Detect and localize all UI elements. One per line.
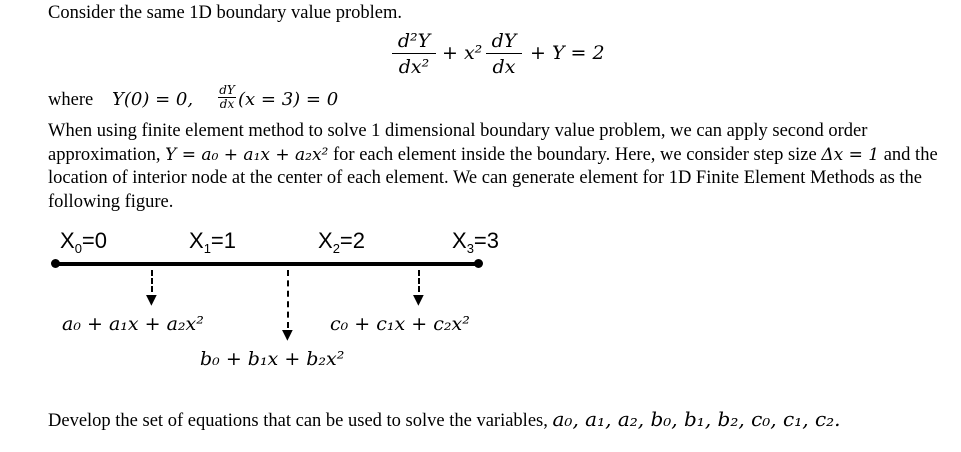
frac2-denominator: dx <box>492 56 516 78</box>
node-label-x2: $X_2=2$ <box>318 228 366 256</box>
plus-x-squared: + x² <box>442 42 483 64</box>
interior-arrow-b <box>287 270 289 328</box>
node-dot-3 <box>474 259 483 268</box>
frac1-numerator: d²Y <box>397 30 431 52</box>
task-variables: a₀, a₁, a₂, b₀, b₁, b₂, c₀, c₁, c₂. <box>552 407 841 431</box>
step-size-formula: Δx = 1 <box>821 144 880 165</box>
condition-y0: Y(0) = 0, <box>112 89 194 110</box>
paragraph-part-1: When using finite element method to solve 1 dimensional boundary value problem, we can apply second order approximation, <box>48 121 868 165</box>
arrow-down-icon: ▼ <box>282 327 293 343</box>
equation-rhs: + Y = 2 <box>530 42 605 64</box>
node-label-x0: $X_0=0$ <box>60 228 108 256</box>
first-derivative-fraction <box>486 30 522 78</box>
task-text <box>48 407 841 432</box>
polynomial-b: b₀ + b₁x + b₂x² <box>200 348 345 370</box>
task-sentence: Develop the set of equations that can be used to solve the variables, <box>48 411 553 431</box>
polynomial-c: c₀ + c₁x + c₂x² <box>330 313 470 335</box>
intro-text: Consider the same 1D boundary value problem. <box>48 3 402 23</box>
node-label-x3: $X_3=3$ <box>452 228 500 256</box>
deriv-numerator: dY <box>219 83 235 97</box>
condition-derivative: (x = 3) = 0 <box>238 89 339 110</box>
deriv-denominator: dx <box>219 97 235 111</box>
second-derivative-fraction <box>392 30 436 78</box>
derivative-fraction <box>218 84 236 111</box>
approximation-formula: Y = a₀ + a₁x + a₂x² <box>165 144 329 165</box>
node-dot-0 <box>51 259 60 268</box>
arrow-down-icon: ▼ <box>413 292 424 308</box>
description-paragraph <box>48 120 948 214</box>
boundary-conditions <box>48 84 388 120</box>
element-axis-line <box>54 262 478 266</box>
interior-arrow-c <box>418 270 420 292</box>
arrow-down-icon: ▼ <box>146 292 157 308</box>
paragraph-part-3: and the location of interior node at the center of each element. We can generate element for 1D Finite Element Methods as the following figure. <box>48 144 938 212</box>
ode-equation <box>392 30 632 86</box>
paragraph-part-2: for each element inside the boundary. Here, we consider step size <box>328 144 822 165</box>
frac1-denominator: dx² <box>398 56 430 78</box>
interior-arrow-a <box>151 270 153 292</box>
node-label-x1: $X_1=1$ <box>189 228 237 256</box>
frac2-numerator: dY <box>491 30 517 52</box>
polynomial-a: a₀ + a₁x + a₂x² <box>62 313 204 335</box>
where-label: where <box>48 90 94 110</box>
